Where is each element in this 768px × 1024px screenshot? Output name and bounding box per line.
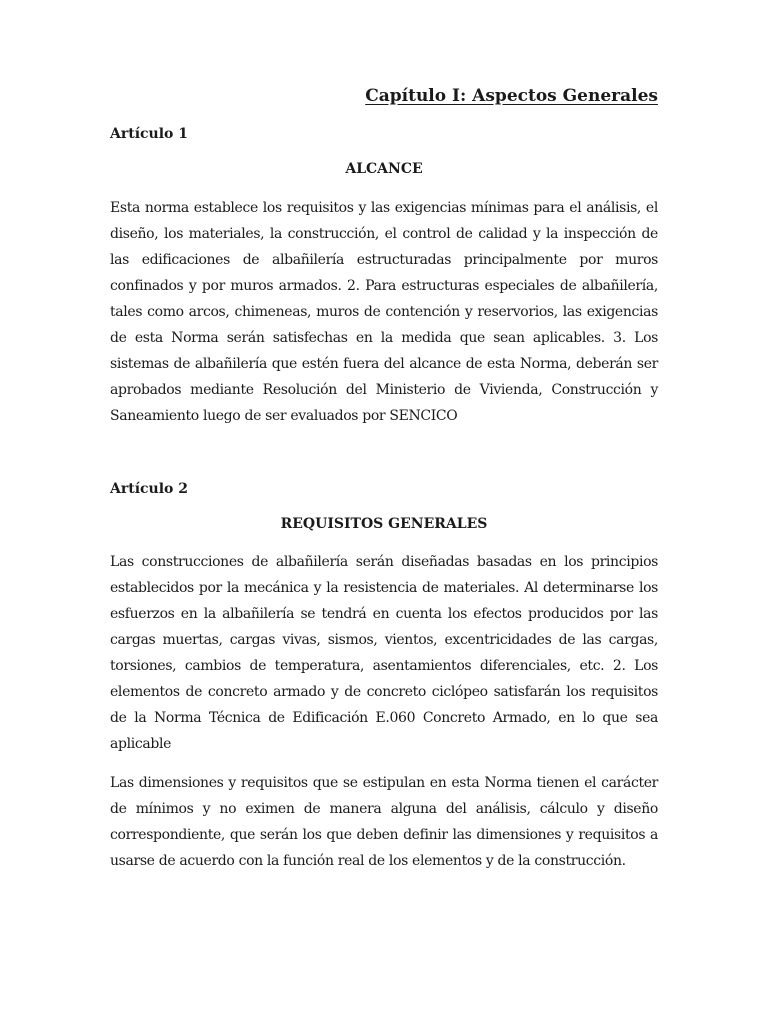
section-heading: REQUISITOS GENERALES <box>280 516 488 532</box>
section-heading: ALCANCE <box>345 161 423 177</box>
article-paragraph: Las construcciones de albañilería serán diseñadas basadas en los principios establecidos por la mecánica y la resistencia de materiales. Al determinarse los esfuerzos en la albañilería se tendrá en cuenta los efectos producidos por las cargas muertas, cargas vivas, sismos, vientos, excentricidades de las cargas, torsiones, cambios de temperatura, asentamientos diferenciales, etc. 2. Los elementos de concreto armado y de concreto ciclópeo satisfarán los requisitos de la Norma Técnica de Edificación E.060 Concreto Armado, en lo que sea aplicable <box>110 554 658 752</box>
article-paragraph: Esta norma establece los requisitos y las exigencias mínimas para el análisis, el diseño, los materiales, la construcción, el control de calidad y la inspección de las edificaciones de albañilería estructuradas principalmente por muros confinados y por muros armados. 2. Para estructuras especiales de albañilería, tales como arcos, chimeneas, muros de contención y reservorios, las exigencias de esta Norma serán satisfechas en la medida que sean aplicables. 3. Los sistemas de albañilería que estén fuera del alcance de esta Norma, deberán ser aprobados mediante Resolución del Ministerio de Vivienda, Construcción y Saneamiento luego de ser evaluados por SENCICO <box>110 200 658 424</box>
article-paragraph: Las dimensiones y requisitos que se estipulan en esta Norma tienen el carácter de mínimos y no eximen de manera alguna del análisis, cálculo y diseño correspondiente, que serán los que deben definir las dimensiones y requisitos a usarse de acuerdo con la función real de los elementos y de la construcción. <box>110 775 658 869</box>
article-label: Artículo 2 <box>110 481 188 497</box>
article-label: Artículo 1 <box>110 126 188 142</box>
chapter-title: Capítulo I: Aspectos Generales <box>365 86 658 106</box>
